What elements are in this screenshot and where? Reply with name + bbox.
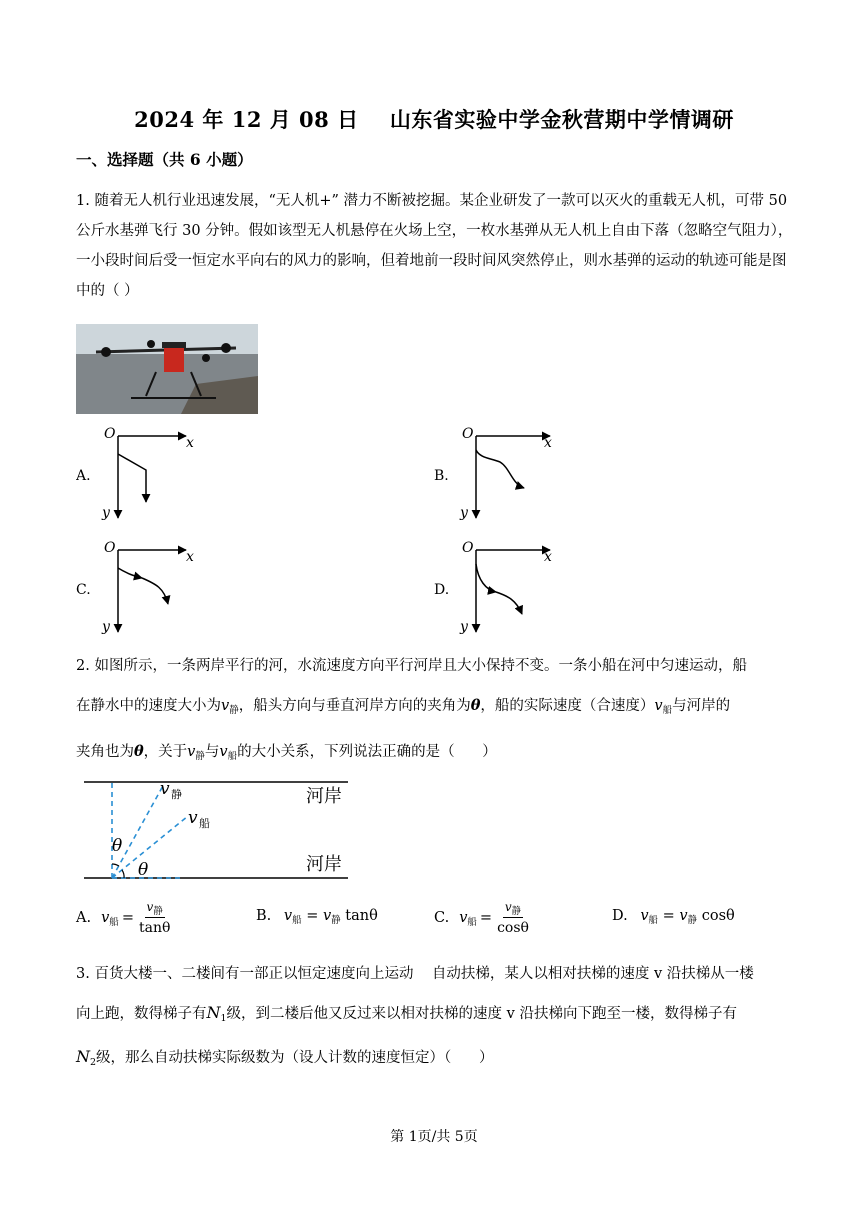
river-diagram bbox=[76, 772, 356, 884]
option-a-origin: O bbox=[104, 426, 116, 442]
q1-options-figure bbox=[76, 424, 796, 638]
option-a-x-label: x bbox=[186, 435, 194, 451]
page-footer: 第 1页/共 5页 bbox=[390, 1129, 478, 1145]
question-2-line-1: 2. 如图所示，一条两岸平行的河，水流速度方向平行河岸且大小保持不变。一条小船在河中匀速运动，船 bbox=[76, 658, 747, 674]
option-c-label: C. bbox=[76, 582, 91, 598]
option-d-x-label: x bbox=[544, 549, 552, 565]
option-2c-fraction: $\frac{v_静}{\cos\theta}$ bbox=[497, 900, 529, 936]
option-2d[interactable]: D. $v_船 = v_静$ cosθ bbox=[612, 908, 735, 926]
bottom-bank-label: 河岸 bbox=[306, 854, 342, 875]
v-still-label: v bbox=[160, 779, 170, 799]
option-d-y-label: y bbox=[460, 619, 468, 635]
page-title: 2024 年 12 月 08 日 山东省实验中学金秋营期中学情调研 bbox=[134, 107, 734, 132]
option-2c[interactable]: C. v 船 = $\frac{v_静}{\cos\theta}$ bbox=[434, 900, 529, 936]
option-2a-fraction: $\frac{v_静}{\tan\theta}$ bbox=[138, 900, 171, 936]
option-c-origin: O bbox=[104, 540, 116, 556]
question-3-line-2: 向上跑，数得梯子有$N_1$级，到二楼后他又反过来以相对扶梯的速度 v 沿扶梯向下跑至一楼，数得梯子有 bbox=[76, 1003, 737, 1024]
question-2-line-2: 在静水中的速度大小为$v_静$，船头方向与垂直河岸方向的夹角为θ，船的实际速度（合速度）$v_船$与河岸的 bbox=[76, 697, 731, 716]
option-a-graph[interactable] bbox=[76, 426, 194, 521]
option-b-y-label: y bbox=[460, 505, 468, 521]
option-b-x-label: x bbox=[544, 435, 552, 451]
option-c-graph[interactable] bbox=[76, 540, 194, 635]
option-c-y-label: y bbox=[102, 619, 110, 635]
option-c-x-label: x bbox=[186, 549, 194, 565]
question-3-line-3: $N_2$级，那么自动扶梯实际级数为（设人计数的速度恒定）（ ） bbox=[76, 1047, 494, 1068]
question-2-line-3: 夹角也为θ，关于$v_静$与$v_船$的大小关系，下列说法正确的是（ ） bbox=[76, 743, 497, 762]
top-bank-label: 河岸 bbox=[306, 786, 342, 807]
option-d-graph[interactable] bbox=[434, 540, 552, 635]
option-c-trajectory-2 bbox=[142, 578, 168, 604]
v-still-subscript: 静 bbox=[171, 788, 182, 801]
theta-1-label: θ bbox=[112, 836, 123, 856]
option-d-label: D. bbox=[434, 582, 450, 598]
option-d-origin: O bbox=[462, 540, 474, 556]
section-heading: 一、选择题（共 6 小题） bbox=[76, 150, 253, 169]
option-b-origin: O bbox=[462, 426, 474, 442]
option-a-y-label: y bbox=[102, 505, 110, 521]
option-b-graph[interactable] bbox=[434, 426, 552, 521]
drone-photo bbox=[76, 324, 258, 414]
option-d-trajectory-1 bbox=[476, 564, 496, 592]
option-a-label: A. bbox=[76, 468, 91, 484]
theta-2-label: θ bbox=[138, 860, 149, 880]
v-boat-label: v bbox=[188, 808, 198, 828]
question-1-text: 1. 随着无人机行业迅速发展，“无人机+” 潜力不断被挖掘。某企业研发了一款可以灭火的重载无人机，可带 50 公斤水基弹飞行 30 分钟。假如该型无人机悬停在火场上空，一枚水基弹从无人机上自由下落（忽略空气阻力），一小段时间后受一恒定水平向右的风力的影响，但着地前一段时间风突然停止，则水基弹的运动的轨迹可能是图中的（ ） bbox=[76, 193, 793, 299]
option-b-trajectory bbox=[476, 450, 524, 488]
option-2b[interactable]: B. $v_船 = v_静$ tanθ bbox=[256, 908, 378, 926]
option-b-label: B. bbox=[434, 468, 449, 484]
v-boat-subscript: 船 bbox=[199, 817, 210, 830]
option-c-trajectory-1 bbox=[118, 568, 142, 578]
question-3-line-1: 3. 百货大楼一、二楼间有一部正以恒定速度向上运动 自动扶梯，某人以相对扶梯的速度 v 沿扶梯从一楼 bbox=[76, 966, 754, 982]
v-boat-vector bbox=[112, 816, 188, 878]
option-d-trajectory-2 bbox=[496, 592, 522, 614]
option-2a[interactable]: A. v 船 = $\frac{v_静}{\tan\theta}$ bbox=[76, 900, 171, 936]
option-a-trajectory bbox=[118, 454, 146, 502]
